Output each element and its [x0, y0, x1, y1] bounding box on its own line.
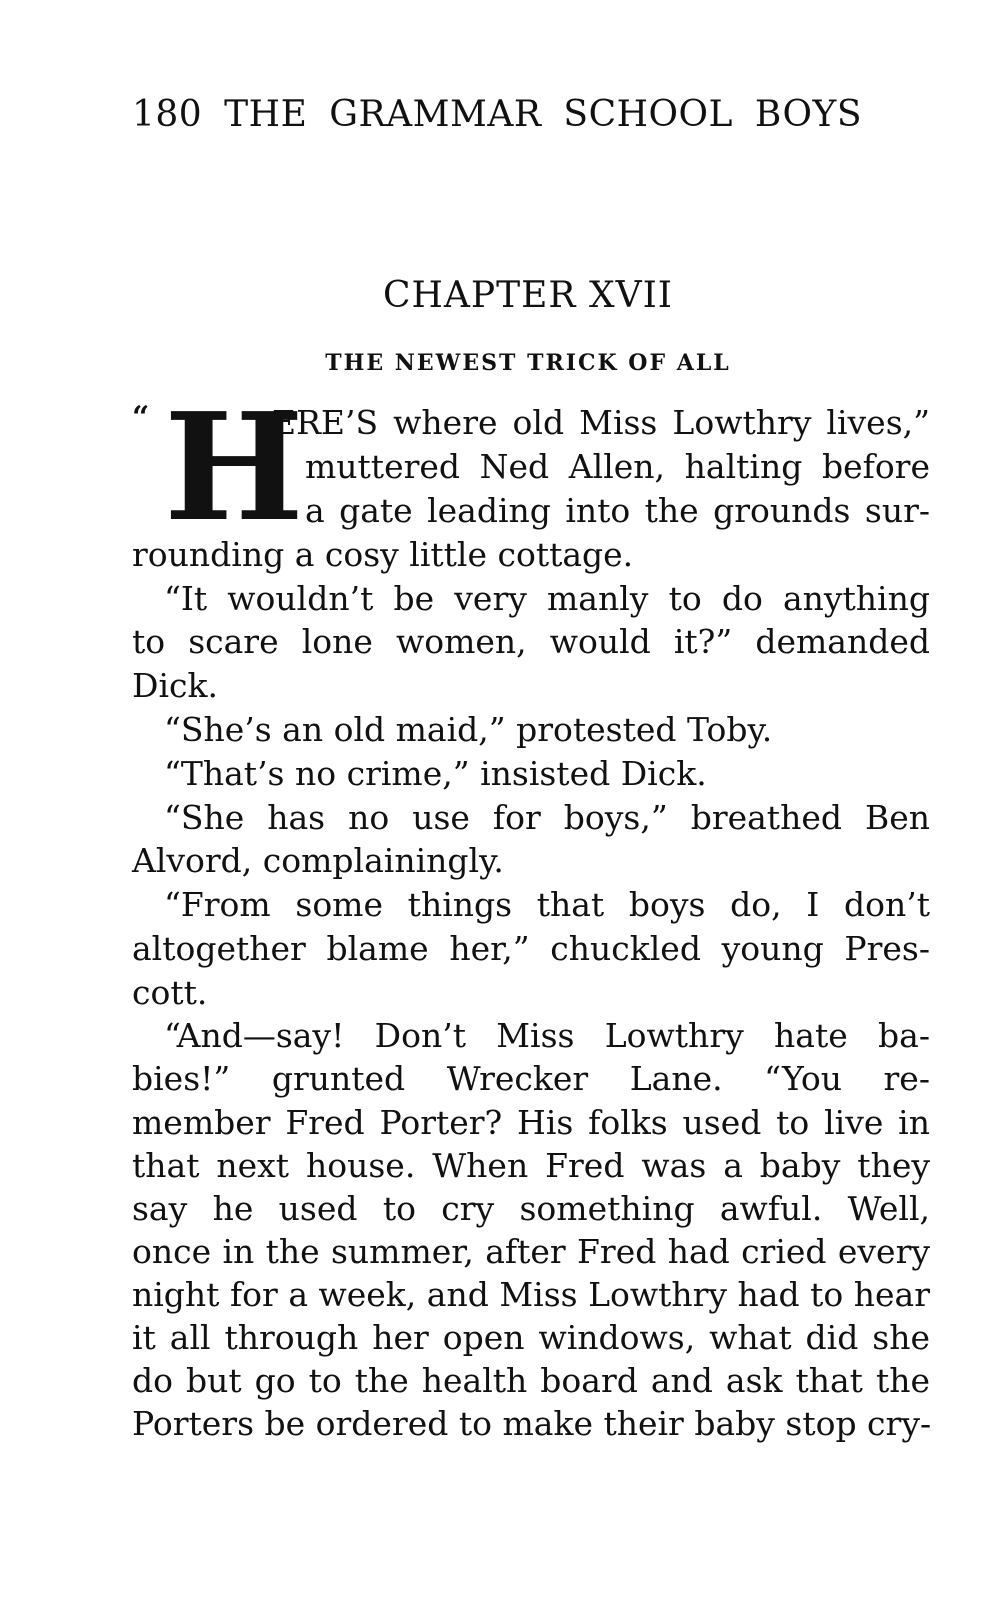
text-line: “It wouldn’t be very manly to do anything	[164, 579, 930, 618]
opening-quote-mark: “	[132, 400, 150, 435]
text-line: to scare lone women, would it?” demanded	[132, 622, 930, 661]
text-line: “That’s no crime,” insisted Dick.	[164, 754, 707, 793]
running-header	[132, 94, 862, 135]
text-line: it all through her open windows, what did she	[132, 1318, 930, 1357]
text-line: cott.	[132, 973, 208, 1012]
text-line: “From some things that boys do, I don’t	[164, 885, 930, 924]
running-title: THE GRAMMAR SCHOOL BOYS	[224, 94, 862, 135]
text-line: Porters be ordered to make their baby stop cry-	[132, 1404, 932, 1443]
text-line: do but go to the health board and ask that the	[132, 1361, 930, 1400]
text-line: altogether blame her,” chuckled young Pres-	[132, 929, 930, 968]
text-line: that next house. When Fred was a baby they	[132, 1146, 930, 1185]
text-line: “She has no use for boys,” breathed Ben	[164, 798, 930, 837]
text-line: night for a week, and Miss Lowthry had to hear	[132, 1275, 930, 1314]
text-line: “And—say! Don’t Miss Lowthry hate ba-	[164, 1016, 930, 1055]
page-number: 180	[132, 94, 203, 135]
text-line: member Fred Porter? His folks used to live in	[132, 1103, 930, 1142]
text-line: say he used to cry something awful. Well,	[132, 1189, 930, 1228]
text-line: bies!” grunted Wrecker Lane. “You re-	[132, 1059, 930, 1098]
text-line: Alvord, complainingly.	[132, 841, 504, 880]
chapter-title: CHAPTER XVII	[382, 275, 674, 316]
chapter-subtitle: THE NEWEST TRICK OF ALL	[325, 350, 731, 376]
text-line: once in the summer, after Fred had cried every	[132, 1232, 930, 1271]
text-line: muttered Ned Allen, halting before	[305, 447, 930, 486]
text-line: “She’s an old maid,” protested Toby.	[164, 710, 773, 749]
text-line: ERE’S where old Miss Lowthry lives,”	[272, 403, 930, 442]
text-line: a gate leading into the grounds sur-	[305, 491, 930, 530]
text-line: Dick.	[132, 666, 218, 705]
drop-cap: H	[164, 380, 304, 554]
text-line: rounding a cosy little cottage.	[132, 535, 634, 574]
